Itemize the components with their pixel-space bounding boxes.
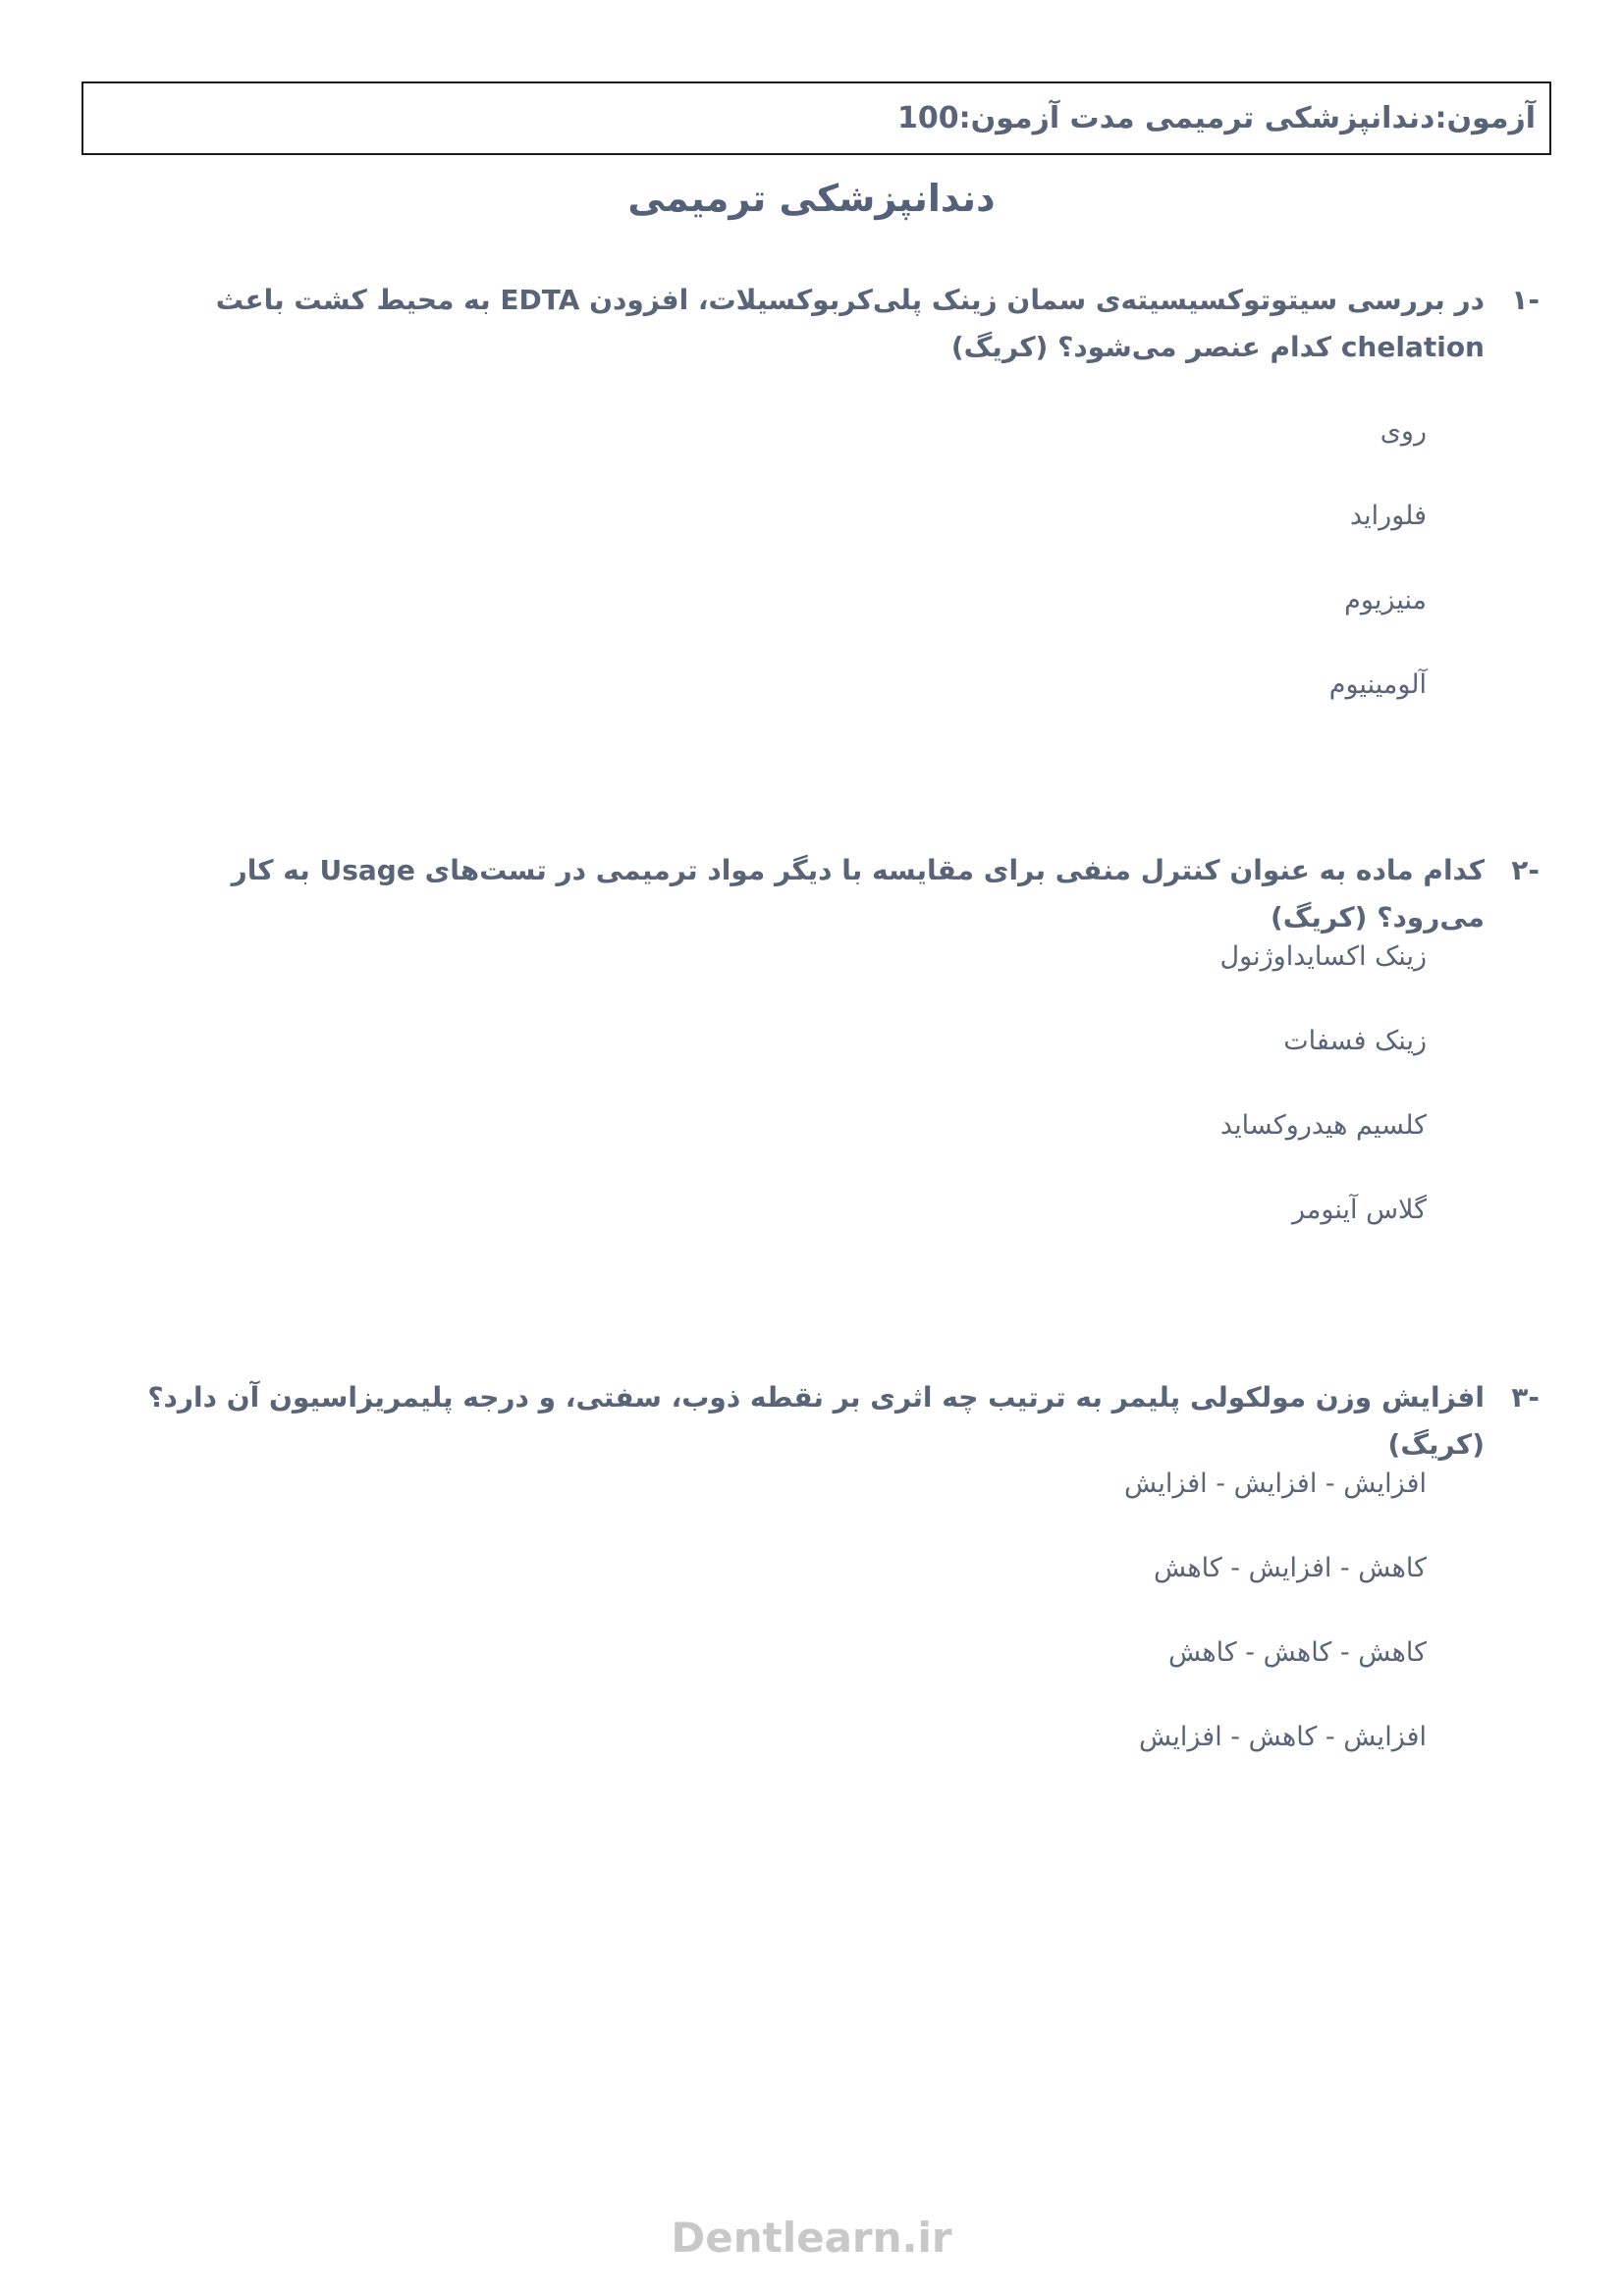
question-text: کدام ماده به عنوان کنترل منفی برای مقایسه با دیگر مواد ترمیمی در تست‌های Usage به کار می‌رود؟ (کریگ) [231, 854, 1485, 934]
question-text: در بررسی سیتوتوکسیسیته‌ی سمان زینک پلی‌کربوکسیلات، افزودن EDTA به محیط کشت باعث chelation کدام عنصر می‌شود؟ (کریگ) [215, 284, 1485, 363]
option-1-2[interactable]: فلوراید [1349, 501, 1427, 531]
question-number: -۱ [1511, 284, 1540, 316]
option-1-4[interactable]: آلومینیوم [1328, 669, 1427, 700]
option-3-2[interactable]: کاهش - افزایش - کاهش [1153, 1553, 1427, 1583]
option-3-1[interactable]: افزایش - افزایش - افزایش [1123, 1468, 1427, 1499]
option-1-3[interactable]: منیزیوم [1344, 585, 1427, 615]
watermark: Dentlearn.ir [671, 2214, 952, 2262]
page-title: دندانپزشکی ترمیمی [627, 177, 996, 220]
option-2-1[interactable]: زینک اکسایداوژنول [1219, 941, 1427, 972]
exam-header-text: آزمون:دندانپزشکی ترمیمی مدت آزمون:100 [896, 101, 1536, 135]
option-3-3[interactable]: کاهش - کاهش - کاهش [1167, 1637, 1427, 1668]
question-2 [145, 847, 1540, 941]
question-3 [145, 1374, 1540, 1468]
option-2-4[interactable]: گلاس آینومر [1292, 1195, 1427, 1225]
exam-header [81, 81, 1551, 155]
options-3 [739, 1465, 1427, 1802]
question-1 [145, 277, 1540, 371]
option-1-1[interactable]: روی [1380, 416, 1427, 447]
option-2-3[interactable]: کلسیم هیدروکساید [1219, 1110, 1427, 1141]
question-number: -۳ [1511, 1381, 1540, 1414]
question-number: -۲ [1511, 854, 1540, 886]
options-1 [739, 412, 1427, 750]
option-2-2[interactable]: زینک فسفات [1283, 1026, 1427, 1056]
question-text: افزایش وزن مولکولی پلیمر به ترتیب چه اثری بر نقطه ذوب، سفتی، و درجه پلیمریزاسیون آن دارد؟ (کریگ) [147, 1381, 1485, 1461]
option-3-4[interactable]: افزایش - کاهش - افزایش [1138, 1722, 1427, 1752]
options-2 [739, 937, 1427, 1275]
